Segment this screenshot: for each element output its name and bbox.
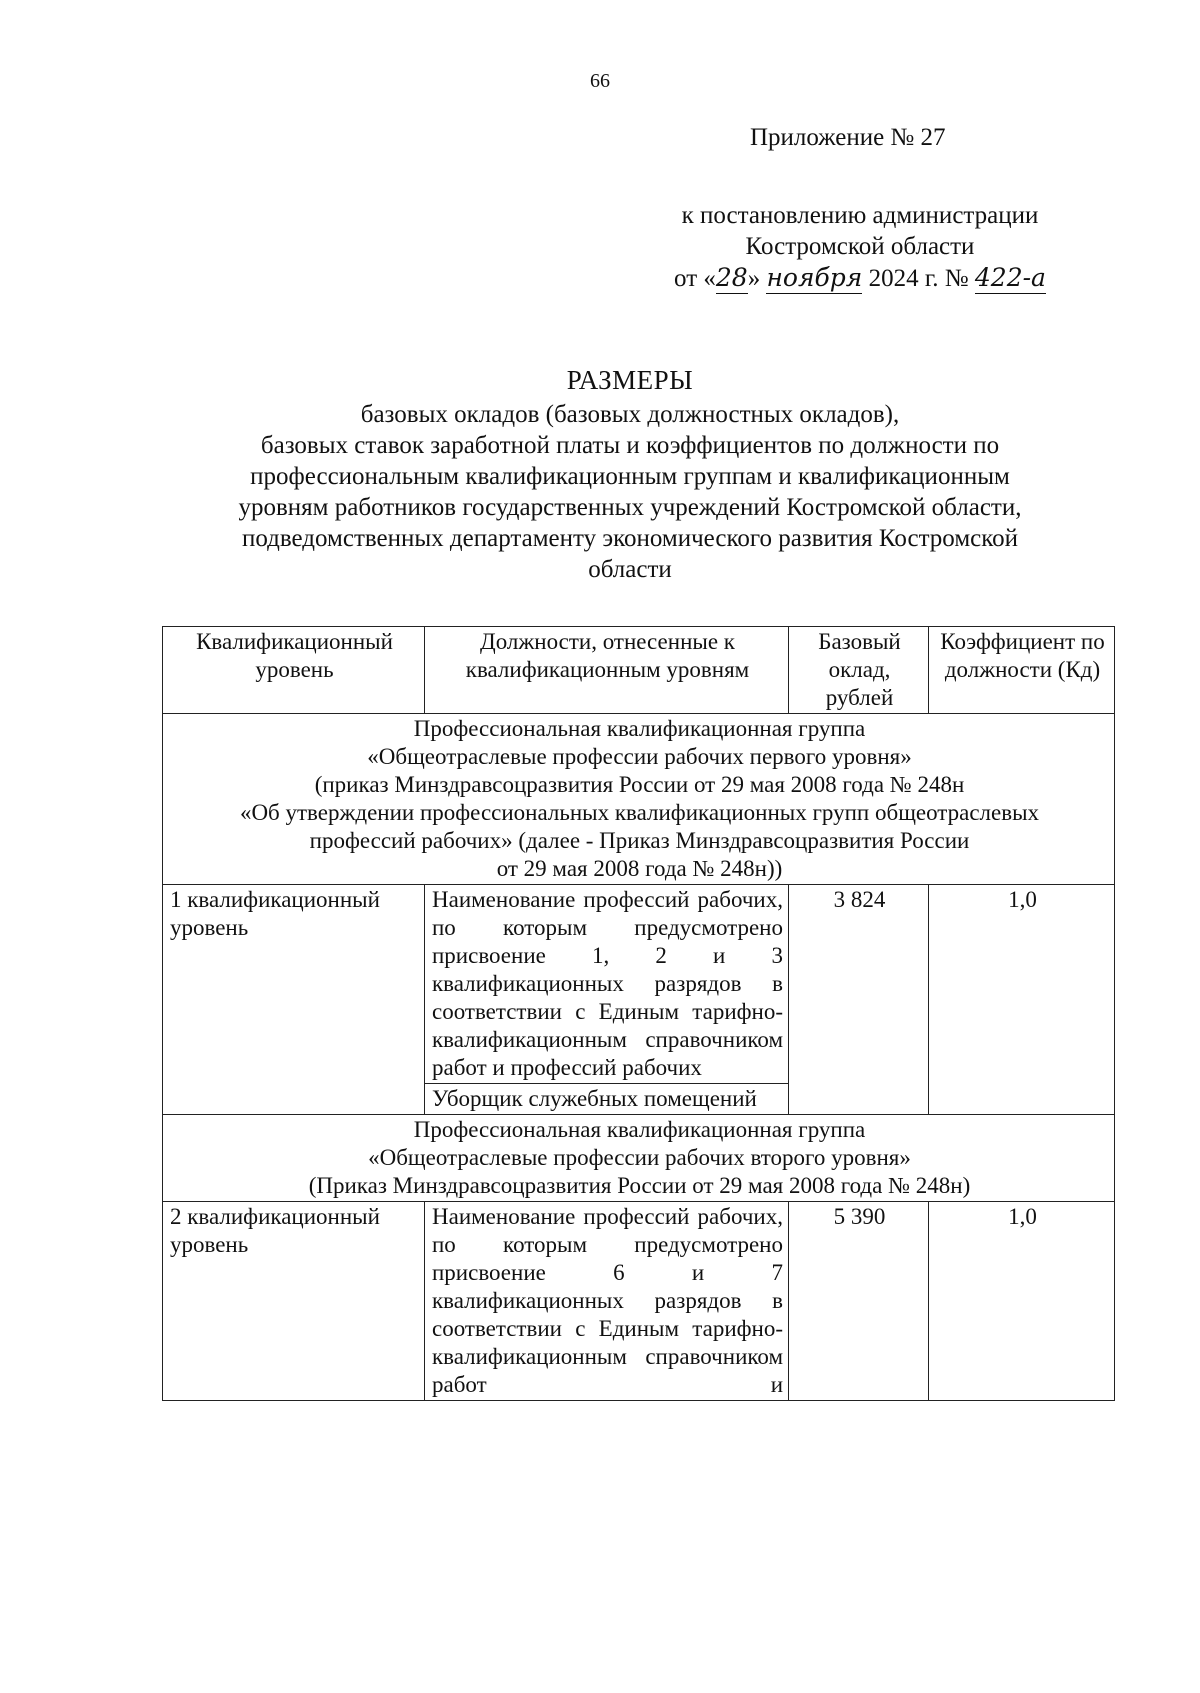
title-heading: РАЗМЕРЫ	[566, 365, 694, 395]
row1-positions	[425, 885, 789, 1115]
group-line: Профессиональная квалификационная группа	[413, 716, 866, 741]
row2-coef: 1,0	[929, 1202, 1115, 1401]
row1-coef: 1,0	[929, 885, 1115, 1115]
group-line: «Об утверждении профессиональных квалификационных групп общеотраслевых	[239, 800, 1040, 825]
row2-level: 2 квалификационный уровень	[163, 1202, 425, 1401]
header-salary: Базовый оклад, рублей	[789, 627, 929, 714]
salary-table	[162, 626, 1115, 1401]
title-line: базовых окладов (базовых должностных окладов),	[360, 401, 900, 428]
header-level: Квалификационный уровень	[163, 627, 425, 714]
group-line: профессий рабочих» (далее - Приказ Минздравсоцразвития России	[309, 828, 970, 853]
resolution-date-line	[640, 262, 1080, 294]
group-line: «Общеотраслевые профессии рабочих первого уровня»	[367, 744, 912, 769]
header-positions: Должности, отнесенные к квалификационным уровням	[425, 627, 789, 714]
resolution-line-2: Костромской области	[745, 233, 975, 260]
group-line: (Приказ Минздравсоцразвития России от 29 мая 2008 года № 248н)	[308, 1173, 971, 1198]
page-number: 66	[590, 70, 610, 92]
date-mid: »	[747, 265, 761, 292]
date-year: 2024 г. №	[868, 265, 969, 292]
row1-salary: 3 824	[789, 885, 929, 1115]
document-title	[150, 365, 1110, 585]
row2-position-a: Наименование профессий рабочих, по которым предусмотрено присвоение 6 и 7 квалификационных разрядов в соответствии с Единым тарифно-квалификационным справочником работ и	[425, 1202, 789, 1401]
group-line: Профессиональная квалификационная группа	[413, 1117, 866, 1142]
group-2-heading	[163, 1115, 1115, 1202]
title-line: подведомственных департаменту экономического развития Костромской	[241, 525, 1018, 552]
group-row	[163, 714, 1115, 885]
row1-level: 1 квалификационный уровень	[163, 885, 425, 1115]
title-line: уровням работников государственных учреждений Костромской области,	[238, 494, 1022, 521]
table-row	[163, 885, 1115, 1115]
group-line: «Общеотраслевые профессии рабочих второго уровня»	[368, 1145, 911, 1170]
table-header-row	[163, 627, 1115, 714]
title-line: области	[588, 556, 672, 583]
handwritten-day: 28	[715, 263, 748, 292]
table-row	[163, 1202, 1115, 1401]
handwritten-number: 422-а	[974, 263, 1046, 292]
title-line: базовых ставок заработной платы и коэффициентов по должности по	[260, 432, 1000, 459]
group-1-heading	[163, 714, 1115, 885]
date-prefix: от «	[674, 265, 716, 292]
header-coef: Коэффициент по должности (Кд)	[929, 627, 1115, 714]
group-row	[163, 1115, 1115, 1202]
resolution-line-1: к постановлению администрации	[681, 202, 1039, 229]
handwritten-month: ноября	[766, 263, 863, 292]
row1-position-a: Наименование профессий рабочих, по которым предусмотрено присвоение 1, 2 и 3 квалификационных разрядов в соответствии с Единым тарифно-квалификационным справочником работ и профессий рабочих	[432, 887, 783, 1080]
appendix-label: Приложение № 27	[750, 124, 946, 151]
title-line: профессиональным квалификационным группам и квалификационным	[250, 463, 1010, 490]
group-line: (приказ Минздравсоцразвития России от 29 мая 2008 года № 248н	[314, 772, 965, 797]
group-line: от 29 мая 2008 года № 248н))	[496, 856, 783, 881]
resolution-reference	[640, 200, 1080, 294]
row1-position-b: Уборщик служебных помещений	[425, 1083, 788, 1114]
row2-salary: 5 390	[789, 1202, 929, 1401]
